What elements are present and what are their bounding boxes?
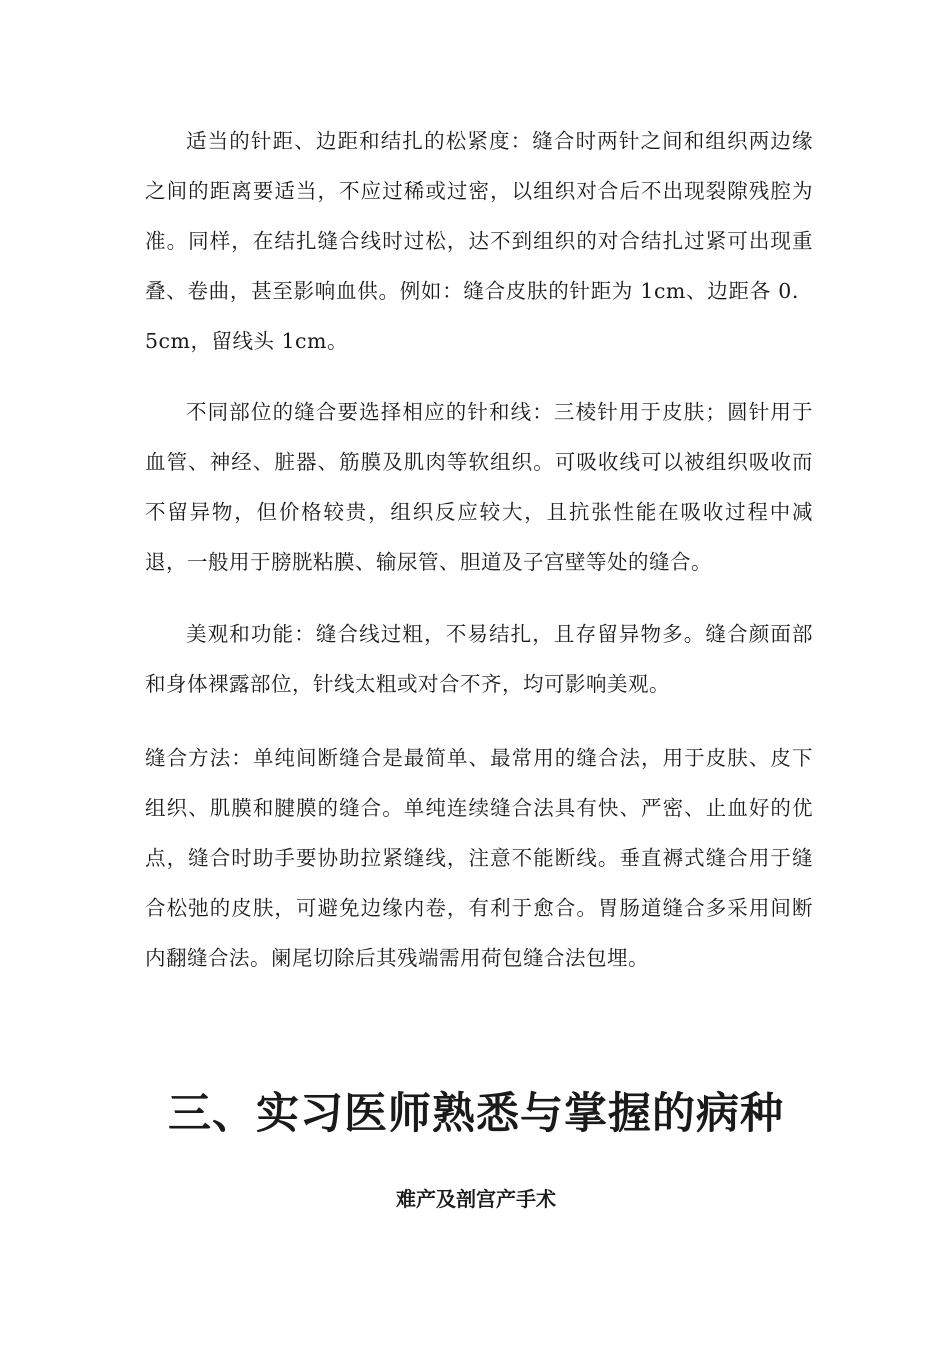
paragraph-aesthetics-function: 美观和功能：缝合线过粗，不易结扎，且存留异物多。缝合颜面部和身体裸露部位，针线太粗或对合不齐，均可影响美观。 <box>145 622 813 696</box>
paragraph-needle-thread-selection: 不同部位的缝合要选择相应的针和线：三棱针用于皮肤；圆针用于血管、神经、脏器、筋膜及肌肉等软组织。可吸收线可以被组织吸收而不留异物，但价格较贵，组织反应较大，且抗张性能在吸收过程中减退，一般用于膀胱粘膜、输尿管、胆道及子宫壁等处的缝合。 <box>145 400 813 574</box>
paragraph-suture-spacing: 适当的针距、边距和结扎的松紧度：缝合时两针之间和组织两边缘之间的距离要适当，不应过稀或过密，以组织对合后不出现裂隙残腔为准。同样，在结扎缝合线时过松，达不到组织的对合结扎过紧可出现重叠、卷曲，甚至影响血供。例如：缝合皮肤的针距为 1cm、边距各 0．5cm，留线头 1cm。 <box>145 129 813 353</box>
section-subheading: 难产及剖宫产手术 <box>396 1187 556 1211</box>
paragraph-suture-methods: 缝合方法：单纯间断缝合是最简单、最常用的缝合法，用于皮肤、皮下组织、肌膜和腱膜的缝合。单纯连续缝合法具有快、严密、止血好的优点，缝合时助手要协助拉紧缝线，注意不能断线。垂直褥式缝合用于缝合松弛的皮肤，可避免边缘内卷，有利于愈合。胃肠道缝合多采用间断内翻缝合法。阑尾切除后其残端需用荷包缝合法包埋。 <box>145 746 813 970</box>
section-heading: 三、实习医师熟悉与掌握的病种 <box>168 1089 784 1139</box>
